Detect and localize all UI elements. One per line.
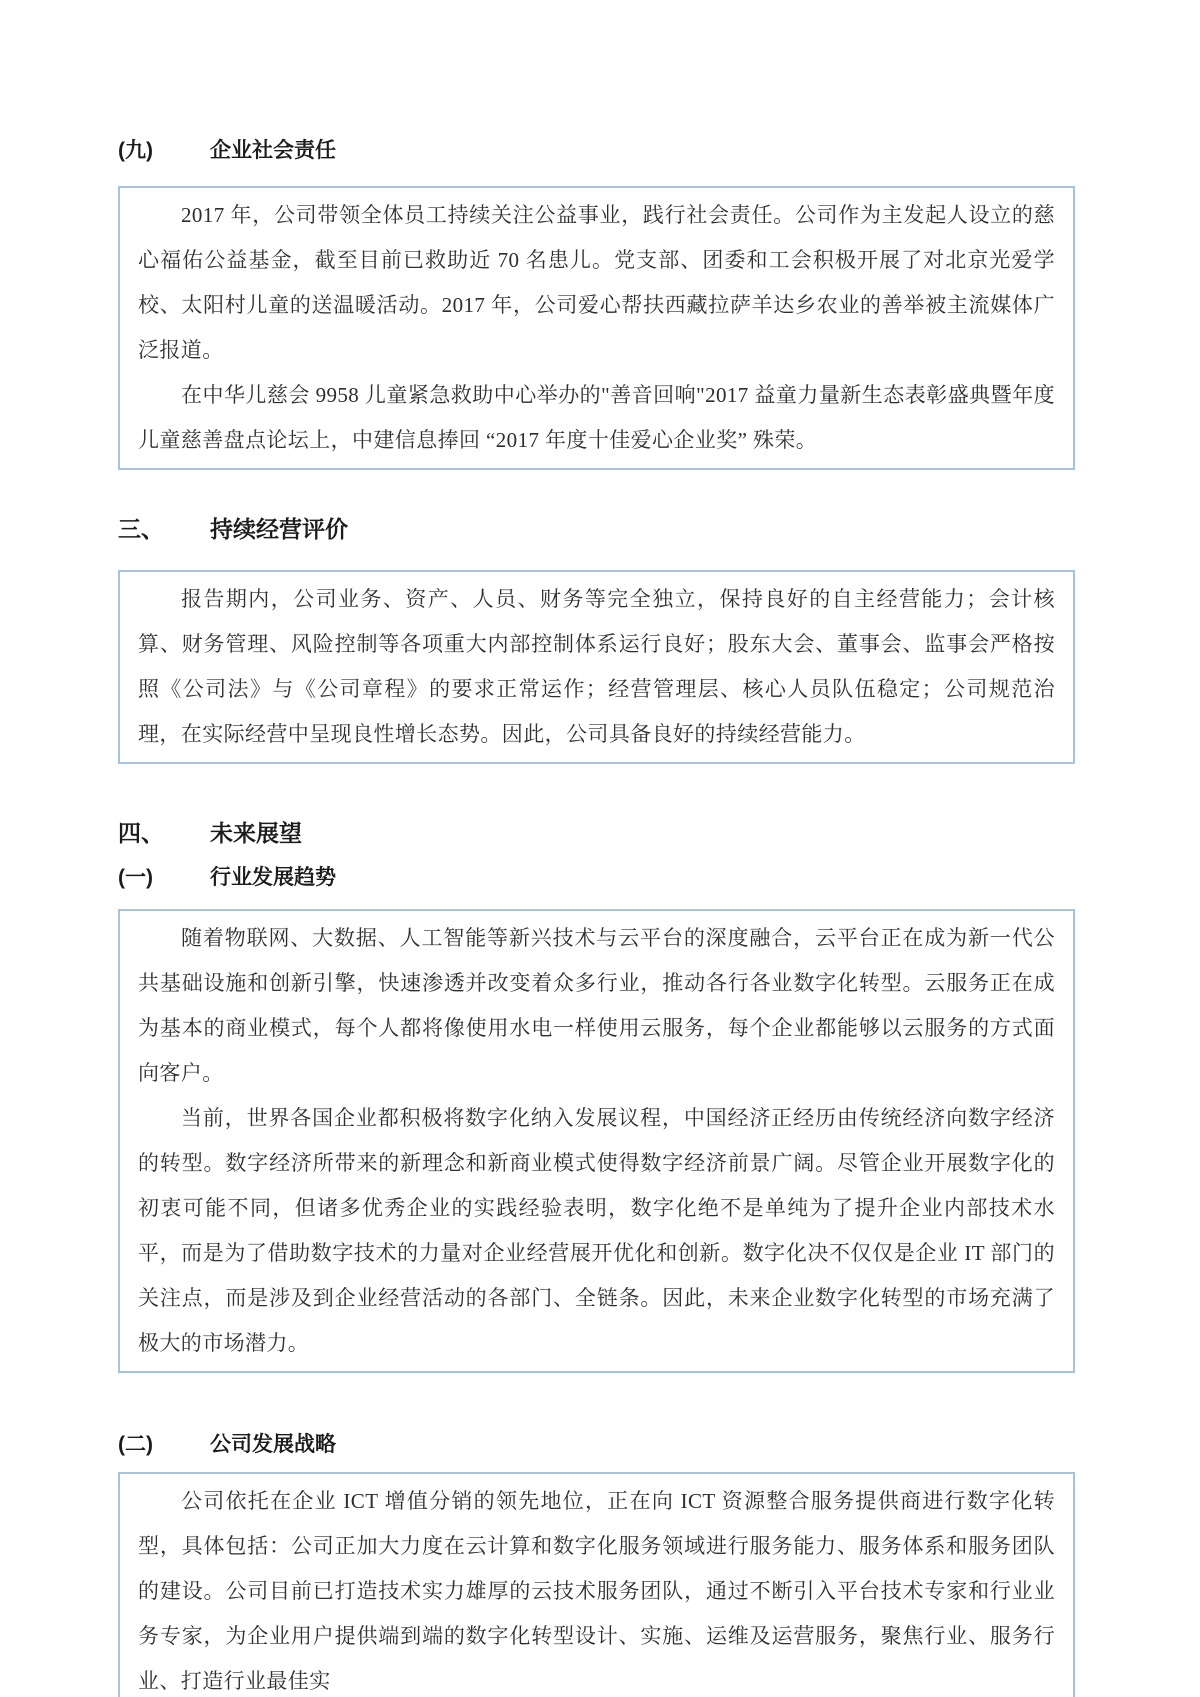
heading-outlook-title: 未来展望	[210, 820, 302, 846]
heading-outlook	[118, 816, 1075, 850]
heading-industry-trend-number: (一)	[118, 866, 153, 889]
going-concern-paragraph: 报告期内，公司业务、资产、人员、财务等完全独立，保持良好的自主经营能力；会计核算、财务管理、风险控制等各项重大内部控制体系运行良好；股东大会、董事会、监事会严格按照《公司法》与《公司章程》的要求正常运作；经营管理层、核心人员队伍稳定；公司规范治理，在实际经营中呈现良性增长态势。因此，公司具备良好的持续经营能力。	[138, 587, 1055, 746]
heading-going-concern-number: 三、	[118, 516, 164, 542]
heading-strategy-number: (二)	[118, 1433, 153, 1456]
heading-csr-number: (九)	[118, 139, 153, 162]
industry-trend-paragraph-1: 随着物联网、大数据、人工智能等新兴技术与云平台的深度融合，云平台正在成为新一代公共基础设施和创新引擎，快速渗透并改变着众多行业，推动各行各业数字化转型。云服务正在成为基本的商业模式，每个人都将像使用水电一样使用云服务，每个企业都能够以云服务的方式面向客户。	[138, 926, 1055, 1085]
heading-industry-trend	[118, 863, 1075, 893]
heading-strategy	[118, 1430, 1075, 1460]
industry-trend-textbox	[118, 909, 1075, 1373]
heading-going-concern-title: 持续经营评价	[210, 516, 348, 542]
heading-csr-title: 企业社会责任	[210, 139, 336, 162]
strategy-paragraph: 公司依托在企业 ICT 增值分销的领先地位，正在向 ICT 资源整合服务提供商进行数字化转型，具体包括：公司正加大力度在云计算和数字化服务领域进行服务能力、服务体系和服务团队的建设。公司目前已打造技术实力雄厚的云技术服务团队，通过不断引入平台技术专家和行业业务专家，为企业用户提供端到端的数字化转型设计、实施、运维及运营服务，聚焦行业、服务行业、打造行业最佳实	[138, 1489, 1055, 1693]
going-concern-textbox	[118, 570, 1075, 764]
industry-trend-paragraph-2: 当前，世界各国企业都积极将数字化纳入发展议程，中国经济正经历由传统经济向数字经济的转型。数字经济所带来的新理念和新商业模式使得数字经济前景广阔。尽管企业开展数字化的初衷可能不同，但诸多优秀企业的实践经验表明，数字化绝不是单纯为了提升企业内部技术水平，而是为了借助数字技术的力量对企业经营展开优化和创新。数字化决不仅仅是企业 IT 部门的关注点，而是涉及到企业经营活动的各部门、全链条。因此，未来企业数字化转型的市场充满了极大的市场潜力。	[138, 1106, 1055, 1355]
heading-going-concern	[118, 512, 1075, 546]
strategy-textbox	[118, 1472, 1075, 1697]
heading-strategy-title: 公司发展战略	[210, 1433, 336, 1456]
csr-paragraph-2: 在中华儿慈会 9958 儿童紧急救助中心举办的"善音回响"2017 益童力量新生态表彰盛典暨年度儿童慈善盘点论坛上，中建信息捧回 “2017 年度十佳爱心企业奖” 殊荣。	[138, 383, 1055, 452]
heading-industry-trend-title: 行业发展趋势	[210, 866, 336, 889]
heading-outlook-number: 四、	[118, 820, 164, 846]
heading-csr	[118, 136, 1075, 166]
csr-textbox	[118, 186, 1075, 470]
csr-paragraph-1: 2017 年，公司带领全体员工持续关注公益事业，践行社会责任。公司作为主发起人设立的慈心福佑公益基金，截至目前已救助近 70 名患儿。党支部、团委和工会积极开展了对北京光爱学校、太阳村儿童的送温暖活动。2017 年，公司爱心帮扶西藏拉萨羊达乡农业的善举被主流媒体广泛报道。	[138, 203, 1055, 362]
